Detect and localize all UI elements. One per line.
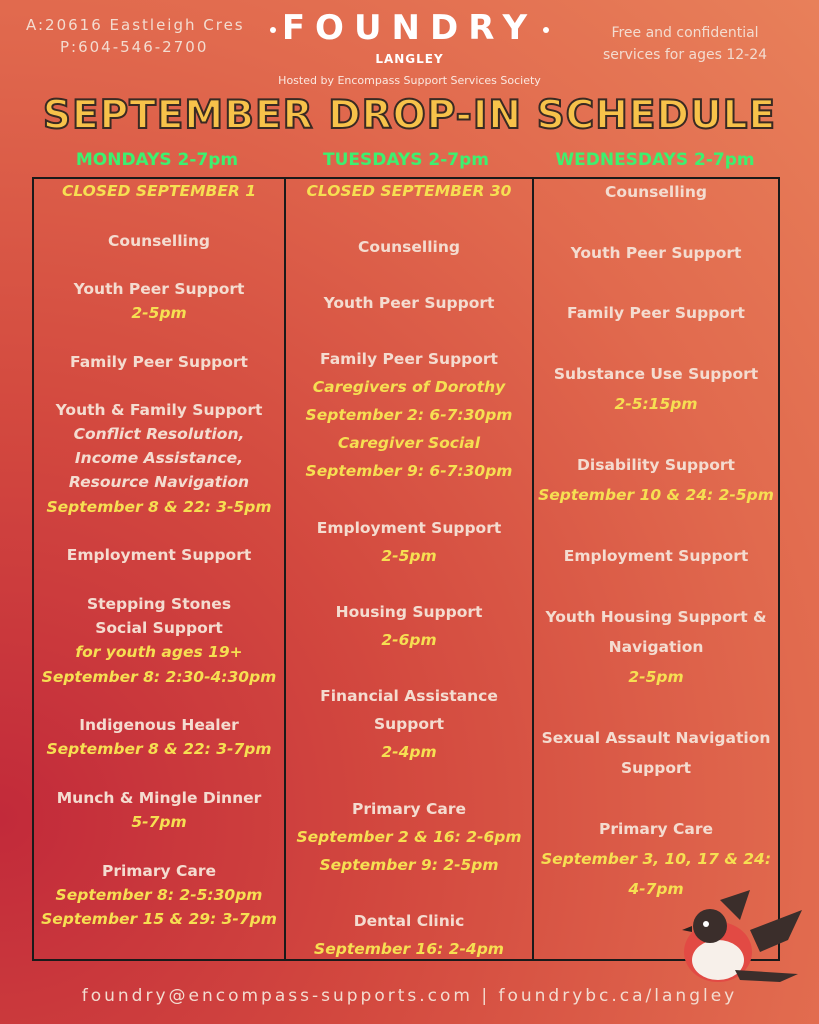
service-substance-use: Substance Use Support [553, 365, 759, 383]
service-youth-peer: Youth Peer Support [323, 294, 495, 312]
service-time: September 3, 10, 17 & 24: [540, 850, 772, 868]
brand-name: FOUNDRY [281, 8, 538, 48]
service-employment: Employment Support [563, 547, 749, 565]
service-time: September 8: 2-5:30pm [55, 886, 263, 904]
service-youth-peer: Youth Peer Support [73, 280, 245, 298]
monday-column [34, 179, 284, 959]
service-sexual-assault: Sexual Assault Navigation [541, 729, 771, 747]
service-detail: for youth ages 19+ [75, 643, 243, 661]
service-time: 2-5:15pm [614, 395, 698, 413]
service-youth-housing: Youth Housing Support & [545, 608, 767, 626]
phone: P:604-546-2700 [60, 38, 209, 56]
service-time: 2-5pm [628, 668, 684, 686]
service-time: September 2 & 16: 2-6pm [296, 828, 522, 846]
service-family-peer: Family Peer Support [320, 350, 498, 368]
service-financial-2: Support [373, 715, 445, 733]
location: LANGLEY [375, 52, 444, 66]
closed-notice: CLOSED SEPTEMBER 30 [306, 182, 512, 200]
service-housing: Housing Support [335, 603, 483, 621]
service-primary-care: Primary Care [101, 862, 217, 880]
service-detail: Income Assistance, [74, 449, 244, 467]
service-detail: Caregivers of Dorothy [312, 378, 506, 396]
day-heading-tuesday: TUESDAYS 2-7pm [323, 150, 489, 170]
service-time: September 8 & 22: 3-5pm [46, 498, 272, 516]
service-time: 4-7pm [628, 880, 684, 898]
service-youth-family: Youth & Family Support [55, 401, 263, 419]
service-youth-peer: Youth Peer Support [570, 244, 742, 262]
service-time: September 10 & 24: 2-5pm [538, 486, 774, 504]
service-time: September 8 & 22: 3-7pm [46, 740, 272, 758]
tagline-line-2: services for ages 12-24 [602, 47, 768, 63]
service-detail: Resource Navigation [68, 473, 250, 491]
closed-notice: CLOSED SEPTEMBER 1 [61, 182, 257, 200]
service-primary-care: Primary Care [351, 800, 467, 818]
service-stepping-stones: Stepping Stones [86, 595, 232, 613]
service-stepping-stones-2: Social Support [95, 619, 223, 637]
service-indigenous-healer: Indigenous Healer [79, 716, 239, 734]
tagline [585, 22, 785, 66]
service-time: September 2: 6-7:30pm [305, 406, 513, 424]
service-detail: Conflict Resolution, [73, 425, 245, 443]
service-primary-care: Primary Care [598, 820, 714, 838]
schedule-grid [32, 177, 780, 961]
page-title: SEPTEMBER DROP-IN SCHEDULE [42, 93, 777, 138]
service-counselling: Counselling [605, 183, 707, 201]
service-detail: Caregiver Social [337, 434, 481, 452]
service-disability: Disability Support [577, 456, 735, 474]
service-employment: Employment Support [66, 546, 252, 564]
tagline-line-1: Free and confidential [611, 25, 759, 41]
service-employment: Employment Support [316, 519, 502, 537]
service-time: 2-6pm [381, 631, 437, 649]
service-time: 2-5pm [131, 304, 187, 322]
service-counselling: Counselling [358, 238, 460, 256]
tuesday-column [284, 179, 532, 959]
hosted-by: Hosted by Encompass Support Services Society [278, 74, 541, 87]
service-munch-mingle: Munch & Mingle Dinner [56, 789, 262, 807]
service-time: 2-5pm [381, 547, 437, 565]
service-counselling: Counselling [108, 232, 210, 250]
dot-icon [543, 27, 549, 33]
day-heading-wednesday: WEDNESDAYS 2-7pm [555, 150, 755, 170]
service-youth-housing-2: Navigation [608, 638, 704, 656]
service-financial: Financial Assistance [320, 687, 498, 705]
service-family-peer: Family Peer Support [567, 304, 745, 322]
bird-illustration [680, 890, 810, 990]
dot-icon [270, 27, 276, 33]
service-time: September 16: 2-4pm [314, 940, 504, 958]
service-dental: Dental Clinic [353, 912, 465, 930]
service-time: September 9: 2-5pm [319, 856, 499, 874]
service-time: September 8: 2:30-4:30pm [41, 668, 277, 686]
service-time: 2-4pm [381, 743, 437, 761]
wednesday-column [532, 179, 778, 959]
service-time: September 15 & 29: 3-7pm [41, 910, 277, 928]
footer-contact: foundry@encompass-supports.com | foundrybc.ca/langley [81, 986, 738, 1006]
address: A:20616 Eastleigh Cres [26, 16, 245, 34]
day-heading-monday: MONDAYS 2-7pm [75, 150, 239, 170]
service-sexual-assault-2: Support [620, 759, 692, 777]
service-time: 5-7pm [131, 813, 187, 831]
service-family-peer: Family Peer Support [70, 353, 248, 371]
service-time: September 9: 6-7:30pm [305, 462, 513, 480]
